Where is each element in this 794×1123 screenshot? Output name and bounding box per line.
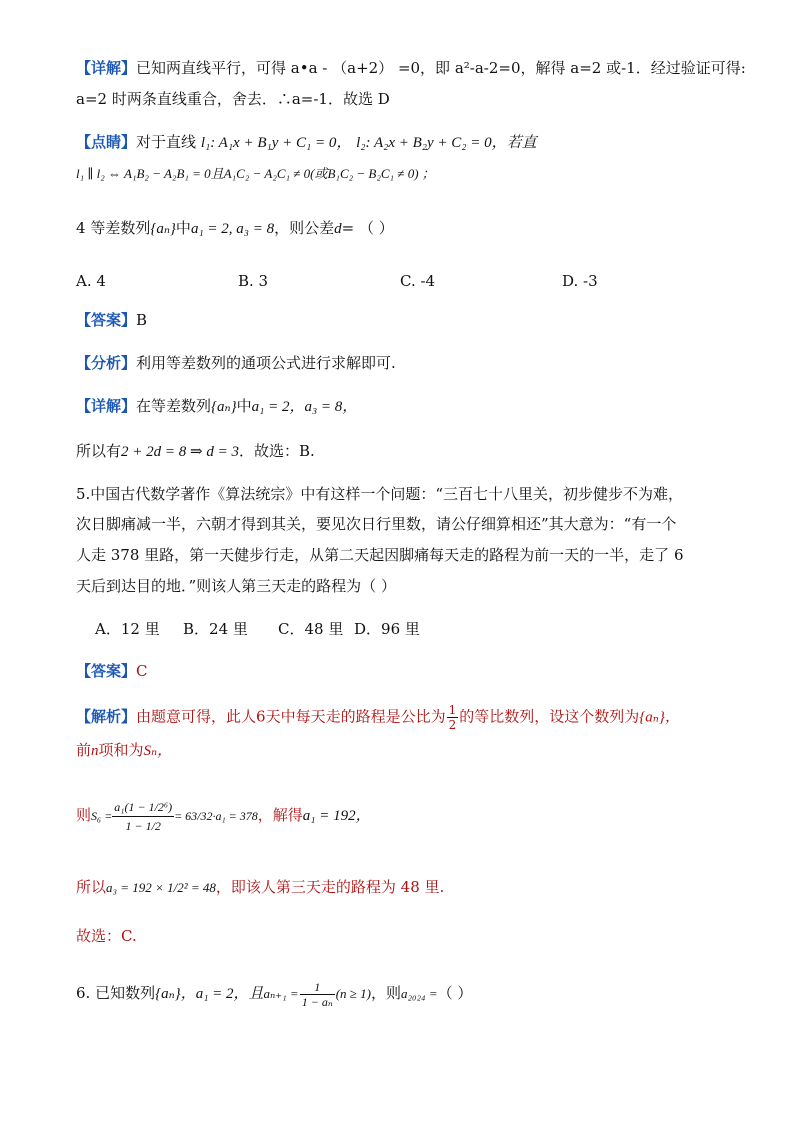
q3-point-l2: l₂: A₂x + B₂y + C₂ = 0，若直 [356,135,537,151]
q4-detail-seq: {aₙ} [211,399,237,415]
q5-option-a: A．12 里 [95,620,160,638]
q5-ratio-fraction [447,703,459,732]
q3-point-line2 [76,163,435,186]
q4-conclusion [76,440,315,463]
q4-stem [76,217,394,240]
q3-detail-text2: a=2 时两条直线重合，舍去．∴a=-1．故选 D [76,90,390,108]
q4-option-b: B. 3 [238,272,269,290]
q4-number: 4 [76,219,86,237]
q5-stem-line1: 5.中国古代数学著作《算法统宗》中有这样一个问题：“三百七十八里关，初步健步不为难， [76,485,683,503]
q5-third-line [76,876,444,899]
point-tag: 【点睛】 [76,133,137,151]
answer-tag: 【答案】 [76,311,137,329]
solution-tag: 【解析】 [76,707,137,726]
q3-detail-line1 [76,57,746,79]
q3-point-condition: l₁ ∥ l₂ ⇔ A₁B₂ − A₂B₁ = 0且A₁C₂ − A₂C₁ ≠ 0(或B₁C₂ − B₂C₁ ≠ 0) ； [76,166,435,181]
q5-calc-solve-pre: ，解得 [257,806,303,824]
q6-number: 6. [76,984,91,1002]
q6-stem-mid: ，则 [370,984,401,1002]
q6-given1: ，a₁ = 2，且 [180,986,264,1002]
q6-recur-den: 1 − aₙ [301,994,333,1009]
q3-point-pre: 对于直线 [136,133,197,151]
q5-sum-mid: 项和为 [98,741,144,759]
q4-stem-post: ，则公差 [274,219,335,237]
q5-choose: 故选：C. [76,927,137,945]
q5-calc-then: 则 [76,806,92,824]
q6-stem-end: （ ） [437,984,473,1002]
analysis-tag: 【分析】 [76,354,137,372]
q4-detail-given: a₁ = 2，a₃ = 8， [251,399,358,415]
q5-ratio-den: 2 [448,718,457,732]
q5-sum-s: Sₙ， [143,743,173,759]
q4-detail-pre: 在等差数列 [136,397,212,415]
q5-sum-line [76,739,172,762]
q3-point-line1 [76,131,537,154]
q5-third-post: ，即该人第三天走的路程为 48 里. [215,878,445,896]
q5-third-eq: a₃ = 192 × 1/2² = 48 [106,880,216,895]
q5-ratio-num: 1 [448,703,457,717]
q5-option-b: B．24 里 [183,620,248,638]
q5-calc-rest: = 63/32·a₁ = 378 [174,809,258,823]
q5-solution-six: 6 [256,707,266,726]
q5-calc-line [76,790,371,841]
q6-recur-num: 1 [300,980,335,995]
q5-calc-den: 1 − 1/2 [125,818,161,833]
detail-tag: 【详解】 [76,59,137,77]
q5-solution-mid: 天中每天走的路程是公比为 [265,707,446,726]
answer-tag: 【答案】 [76,662,137,680]
q4-analysis-text: 利用等差数列的通项公式进行求解即可. [136,354,396,372]
q3-point-l1: l₁: A₁x + B₁y + C₁ = 0， [200,135,352,151]
q3-detail-line2 [76,88,390,110]
q6-stem [76,976,472,1011]
q5-answer-value: C [136,662,148,680]
q5-answer [76,660,148,682]
q5-stem-line3: 人走 378 里路，第一天健步行走，从第二天起因脚痛每天走的路程为前一天的一半，走了 6 [76,546,684,564]
q6-recur-fraction [300,980,335,1009]
q4-answer [76,309,147,331]
q4-seq: {aₙ} [150,221,176,237]
q5-calc-num: a₁(1 − 1/2⁶) [112,800,174,817]
q6-seq: {aₙ} [155,986,181,1002]
q4-answer-value: B [136,311,148,329]
detail-tag: 【详解】 [76,397,137,415]
q4-d: d [334,221,342,237]
q5-solution-pre: 由题意可得，此人 [136,707,257,726]
q5-sum-pre: 前 [76,741,92,759]
q4-conclusion-eq: 2 + 2d = 8 ⇒ d = 3 [121,444,239,460]
q5-option-c: C．48 里 [278,620,344,638]
q5-calc-fraction [112,800,174,833]
q5-solution-seq: {aₙ}， [639,709,680,726]
q4-analysis [76,352,396,374]
q5-sum-n: n [91,743,99,759]
q4-option-d: D. -3 [562,272,598,290]
q3-detail-text1: 已知两直线平行，可得 a•a - （a+2） =0，即 a²-a-2=0，解得 a=2 或-1．经过验证可得: [136,59,746,77]
q5-calc-s6: S₆ = [91,809,113,823]
q5-third-pre: 所以 [76,878,107,896]
q5-stem-line2: 次日脚痛减一半，六朝才得到其关，要见次日行里数，请公仔细算相还”其大意为：“有一个 [76,515,677,533]
q4-stem-mid: 中 [175,219,191,237]
q4-stem-pre: 等差数列 [90,219,151,237]
q5-stem-line4: 天后到达目的地．”则该人第三天走的路程为（ ） [76,577,396,595]
q6-recur-cond: (n ≥ 1) [335,986,371,1001]
q5-solution-line1 [76,703,680,732]
q4-detail-mid: 中 [236,397,252,415]
q4-given: a₁ = 2, a₃ = 8 [190,221,275,237]
q4-conclusion-pre: 所以有 [76,442,122,460]
q4-conclusion-post: ．故选：B. [238,442,315,460]
q6-recur-lhs: aₙ₊₁ = [263,986,299,1001]
q4-detail [76,395,357,418]
q6-target: a₂₀₂₄ = [401,986,438,1001]
q5-calc-solve: a₁ = 192， [302,808,371,824]
q6-stem-pre: 已知数列 [95,984,156,1002]
q4-option-c: C. -4 [400,272,436,290]
q5-option-d: D．96 里 [354,620,420,638]
q4-stem-end: = （ ） [341,219,394,237]
q4-option-a: A. 4 [76,272,106,290]
q5-solution-post: 的等比数列，设这个数列为 [459,707,640,726]
